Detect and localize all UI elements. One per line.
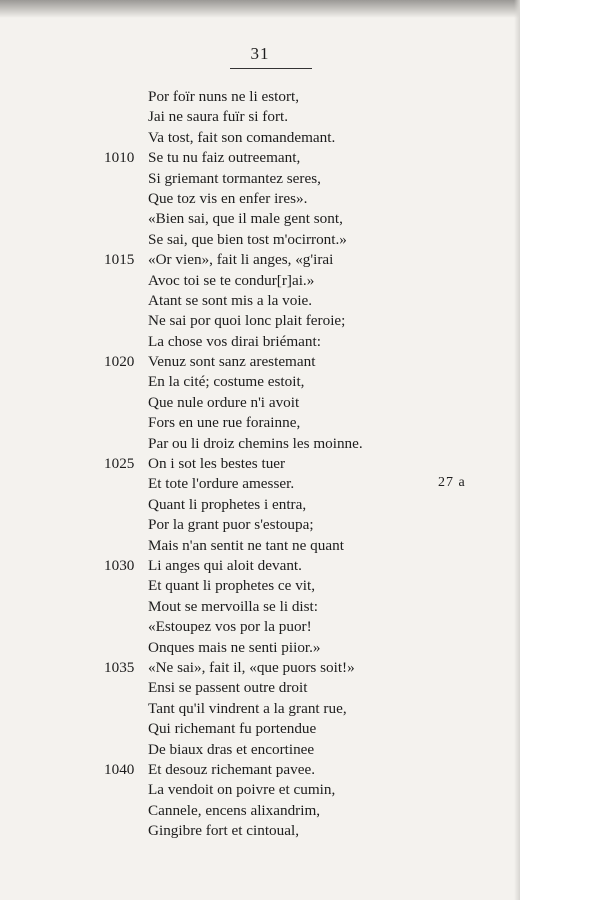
line-text: La chose vos dirai briémant: <box>148 332 321 350</box>
page-number: 31 <box>250 44 270 63</box>
line-text: «Bien sai, que il male gent sont, <box>148 210 343 228</box>
line-text: Et tote l'ordure amesser. <box>148 475 295 493</box>
line-text: Mout se mervoilla se li dist: <box>148 597 318 615</box>
line-text: Et quant li prophetes ce vit, <box>148 577 316 595</box>
line-text: Gingibre fort et cintoual, <box>148 822 299 840</box>
line-text: Mais n'an sentit ne tant ne quant <box>148 536 344 554</box>
line-text: Venuz sont sanz arestemant <box>148 353 316 371</box>
line-text: Que nule ordure n'i avoit <box>148 393 300 411</box>
line-number: 1035 <box>104 658 135 676</box>
line-number: 1020 <box>104 353 135 371</box>
line-text: Se tu nu faiz outreemant, <box>148 149 301 167</box>
line-text: La vendoit on poivre et cumin, <box>148 781 336 799</box>
line-text: Li anges qui aloit devant. <box>148 556 302 574</box>
line-text: En la cité; costume estoit, <box>148 373 305 391</box>
line-text: Tant qu'il vindrent a la grant rue, <box>148 699 347 717</box>
folio-mark: 27 a <box>438 475 466 490</box>
header-rule <box>230 68 312 69</box>
line-text: Por la grant puor s'estoupa; <box>148 516 314 534</box>
line-text: «Or vien», fait li anges, «g'irai <box>148 251 334 269</box>
line-text: Va tost, fait son comandemant. <box>148 128 336 146</box>
line-text: Se sai, que bien tost m'ocirront.» <box>148 230 347 248</box>
line-text: «Estoupez vos por la puor! <box>148 618 312 636</box>
line-text: «Ne sai», fait il, «que puors soit!» <box>148 658 355 676</box>
line-text: Atant se sont mis a la voie. <box>148 291 313 309</box>
line-text: Si griemant tormantez seres, <box>148 169 321 187</box>
line-number: 1025 <box>104 455 135 473</box>
line-number: 1010 <box>104 149 135 167</box>
line-text: Qui richemant fu portendue <box>148 720 317 738</box>
line-text: Par ou li droiz chemins les moinne. <box>148 434 363 452</box>
line-text: On i sot les bestes tuer <box>148 455 286 473</box>
line-text: Por foïr nuns ne li estort, <box>148 88 300 105</box>
line-text: Et desouz richemant pavee. <box>148 760 315 778</box>
line-number: 1030 <box>104 556 135 574</box>
line-text: Quant li prophetes i entra, <box>148 495 307 513</box>
line-text: Jai ne saura fuïr si fort. <box>148 108 289 126</box>
line-text: Cannele, encens alixandrim, <box>148 801 321 819</box>
line-text: De biaux dras et encortinee <box>148 740 315 758</box>
line-text: Avoc toi se te condur[r]ai.» <box>148 271 315 289</box>
line-text: Ensi se passent outre droit <box>148 679 308 697</box>
line-number: 1015 <box>104 251 135 269</box>
line-text: Fors en une rue forainne, <box>148 414 301 432</box>
line-text: Onques mais ne senti piior.» <box>148 638 321 656</box>
line-text: Que toz vis en enfer ires». <box>148 189 308 207</box>
line-number: 1040 <box>104 760 135 778</box>
line-text: Ne sai por quoi lonc plait feroie; <box>148 312 346 330</box>
